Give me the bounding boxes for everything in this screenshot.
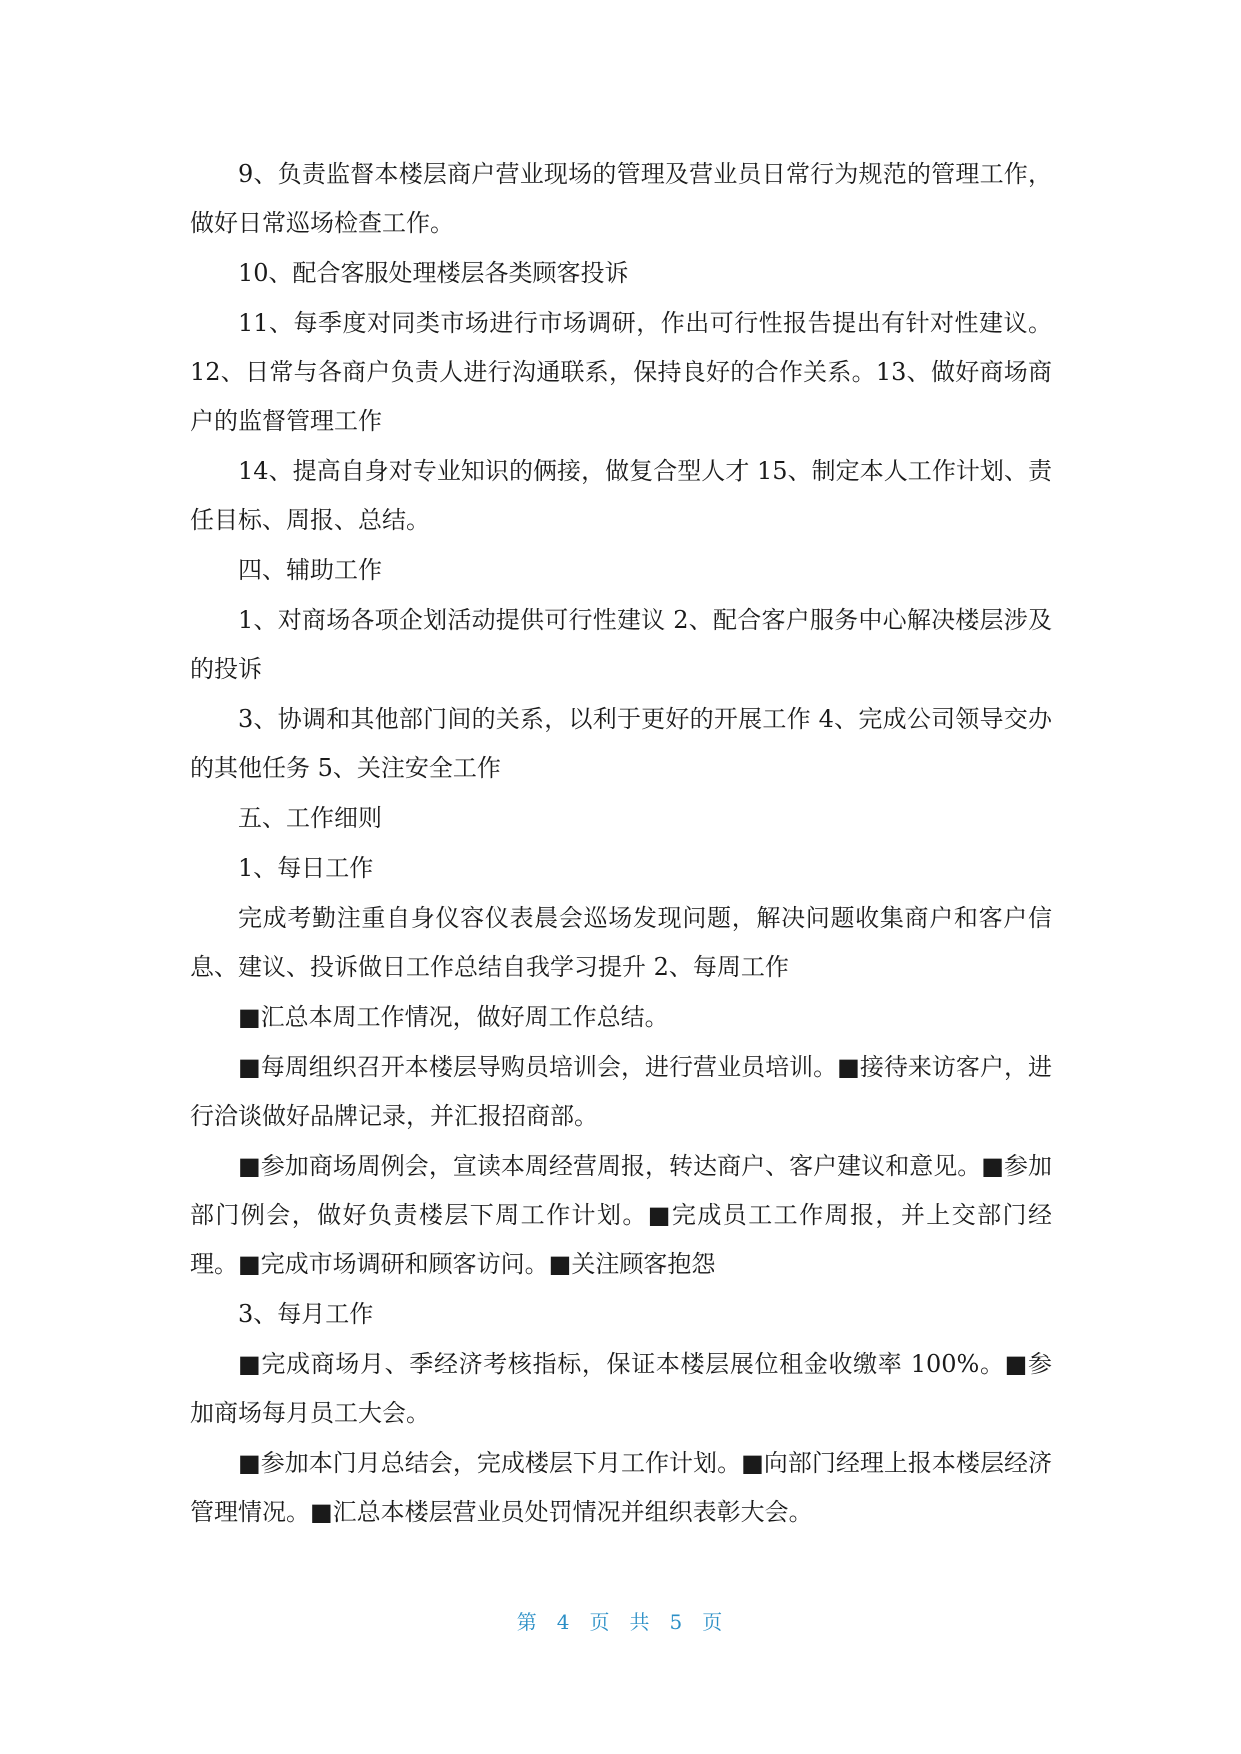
- footer-di: 第: [516, 1610, 539, 1634]
- footer-ye: 页: [589, 1610, 612, 1634]
- subsection-heading: 3、每月工作: [238, 1300, 374, 1328]
- footer-current-page: 4: [556, 1610, 572, 1634]
- paragraph: 1、对商场各项企划活动提供可行性建议 2、配合客户服务中心解决楼层涉及的投诉: [190, 606, 1052, 683]
- page-body: [190, 150, 1052, 1538]
- paragraph: ■参加本门月总结会，完成楼层下月工作计划。■向部门经理上报本楼层经济管理情况。■汇总本楼层营业员处罚情况并组织表彰大会。: [190, 1449, 1052, 1526]
- paragraph: ■汇总本周工作情况，做好周工作总结。: [238, 1003, 669, 1031]
- paragraph: ■完成商场月、季经济考核指标，保证本楼层展位租金收缴率 100%。■参加商场每月员工大会。: [190, 1350, 1052, 1427]
- subsection-heading: 1、每日工作: [238, 854, 374, 882]
- section-heading: 五、工作细则: [238, 804, 382, 832]
- paragraph: 9、负责监督本楼层商户营业现场的管理及营业员日常行为规范的管理工作，做好日常巡场检查工作。: [190, 160, 1052, 237]
- paragraph: 3、协调和其他部门间的关系，以利于更好的开展工作 4、完成公司领导交办的其他任务 5、关注安全工作: [190, 705, 1052, 782]
- paragraph: 完成考勤注重自身仪容仪表晨会巡场发现问题，解决问题收集商户和客户信息、建议、投诉做日工作总结自我学习提升 2、每周工作: [190, 904, 1052, 981]
- footer-total-pages: 5: [669, 1610, 685, 1634]
- footer-gong: 共: [629, 1610, 652, 1634]
- paragraph: 14、提高自身对专业知识的俩接，做复合型人才 15、制定本人工作计划、责任目标、周报、总结。: [190, 457, 1052, 534]
- footer-ye2: 页: [702, 1610, 725, 1634]
- section-heading: 四、辅助工作: [238, 556, 382, 584]
- page-footer: [0, 1606, 1241, 1635]
- paragraph: ■参加商场周例会，宣读本周经营周报，转达商户、客户建议和意见。■参加部门例会，做好负责楼层下周工作计划。■完成员工工作周报，并上交部门经理。■完成市场调研和顾客访问。■关注顾客抱怨: [190, 1152, 1052, 1278]
- paragraph: 11、每季度对同类市场进行市场调研，作出可行性报告提出有针对性建议。12、日常与各商户负责人进行沟通联系，保持良好的合作关系。13、做好商场商户的监督管理工作: [190, 309, 1052, 435]
- paragraph: ■每周组织召开本楼层导购员培训会，进行营业员培训。■接待来访客户，进行洽谈做好品牌记录，并汇报招商部。: [190, 1053, 1052, 1130]
- paragraph: 10、配合客服处理楼层各类顾客投诉: [238, 259, 629, 287]
